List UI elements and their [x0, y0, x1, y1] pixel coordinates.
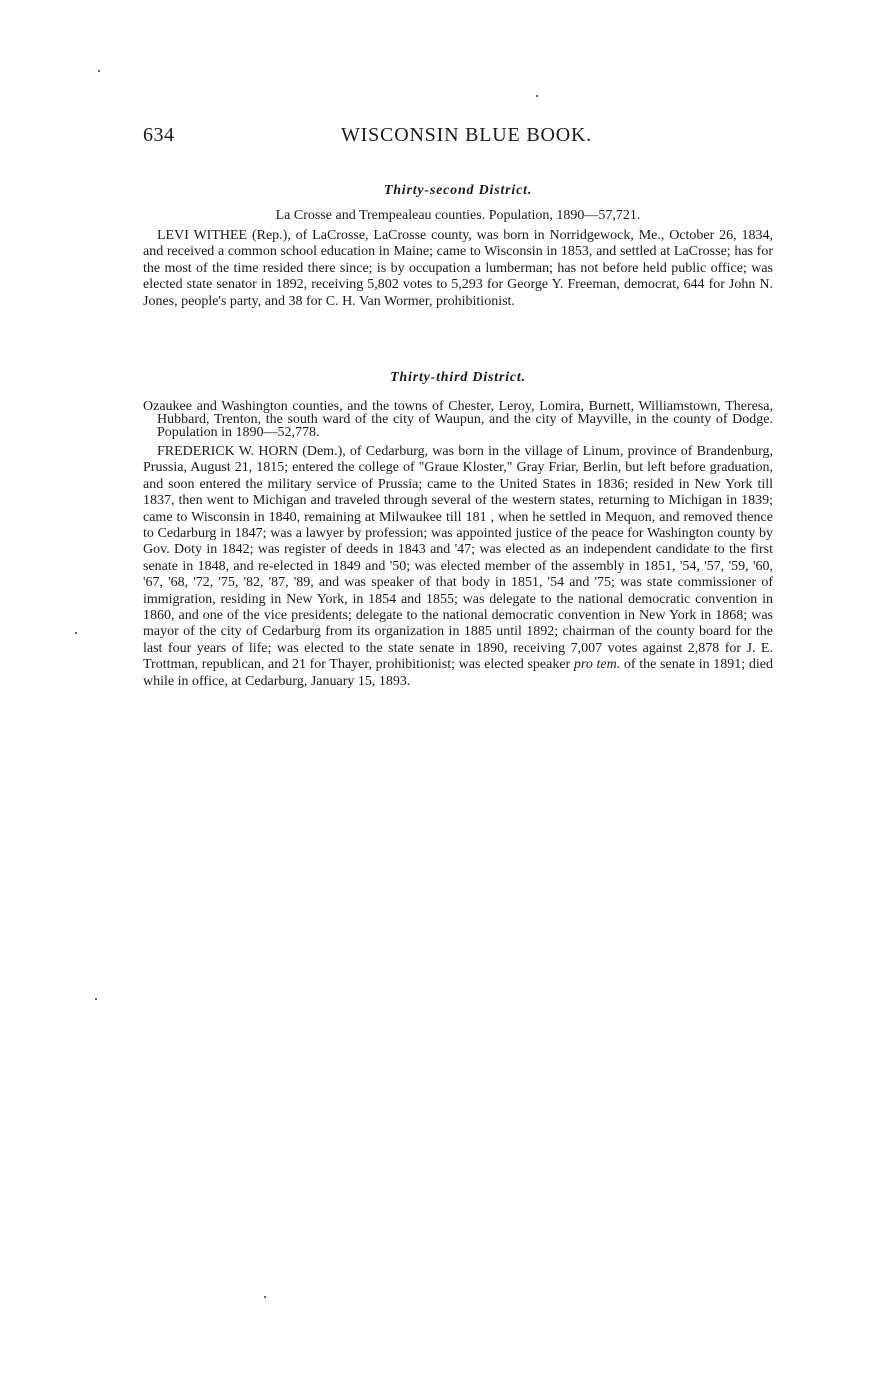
scan-speck: [75, 632, 77, 634]
senator-biography: LEVI WITHEE (Rep.), of LaCrosse, LaCrosse county, was born in Norridgewock, Me., October 26, 1834, and received a common school education in Maine; came to Wisconsin in 1853, and settled at LaCrosse; has for the most of the time resided there since; is by occupation a lumberman; has not before held public office; was elected state senator in 1892, receiving 5,802 votes to 5,293 for George Y. Freeman, democrat, 644 for John N. Jones, people's party, and 38 for C. H. Van Wormer, prohibitionist.: [143, 228, 773, 309]
biography-italic-text: pro tem.: [573, 657, 621, 673]
senator-biography: [143, 444, 773, 690]
biography-text: FREDERICK W. HORN (Dem.), of Cedarburg, was born in the village of Linum, province of Brandenburg, Prussia, August 21, 1815; entered the college of "Graue Kloster," Gray Friar, Berlin, but left before graduation, and soon entered the military service of Prussia; came to the United States in 1836; resided in New York till 1837, then went to Michigan and traveled through several of the western states, returning to Michigan in 1839; came to Wisconsin in 1840, remaining at Milwaukee till 181 , when he settled in Mequon, and removed thence to Cedarburg in 1847; was a lawyer by profession; was appointed justice of the peace for Washington county by Gov. Doty in 1842; was register of deeds in 1843 and '47; was elected as an independent candidate to the first senate in 1848, and re-elected in 1849 and '50; was elected member of the assembly in 1851, '54, '57, '59, '60, '67, '68, '72, '75, '82, '87, '89, and was speaker of that body in 1851, '54 and '75; was state commissioner of immigration, residing in New York, in 1854 and 1855; was delegate to the national democratic convention in 1860, and one of the vice presidents; delegate to the national democratic convention in New York in 1868; was mayor of the city of Cedarburg from its organization in 1885 until 1892; chairman of the county board for the last four years of life; was elected to the state senate in 1890, receiving 7,007 votes against 2,878 for J. E. Trottman, republican, and 21 for Thayer, prohibitionist; was elected speaker: [143, 444, 773, 673]
district-section-32: [143, 183, 773, 310]
district-description: La Crosse and Trempealeau counties. Population, 1890—57,721.: [275, 208, 641, 223]
page-number: 634: [143, 124, 175, 146]
running-title: WISCONSIN BLUE BOOK.: [341, 124, 592, 146]
district-heading: Thirty-second District.: [383, 183, 533, 198]
scan-speck: [98, 70, 100, 72]
district-heading: Thirty-third District.: [390, 370, 526, 385]
scan-speck: [264, 1296, 266, 1298]
biography-text: of the senate in 1891; died while in office, at Cedarburg, January 15, 1893.: [143, 657, 773, 689]
scan-speck: [536, 95, 538, 97]
scan-speck: [95, 998, 97, 1000]
district-description: Ozaukee and Washington counties, and the towns of Chester, Leroy, Lomira, Burnett, Williamstown, Theresa, Hubbard, Trenton, the south ward of the city of Waupun, and the city of Mayville, in the county of Dodge. Population in 1890—52,778.: [143, 399, 773, 440]
page-header: [143, 124, 773, 158]
district-section-33: [143, 370, 773, 690]
